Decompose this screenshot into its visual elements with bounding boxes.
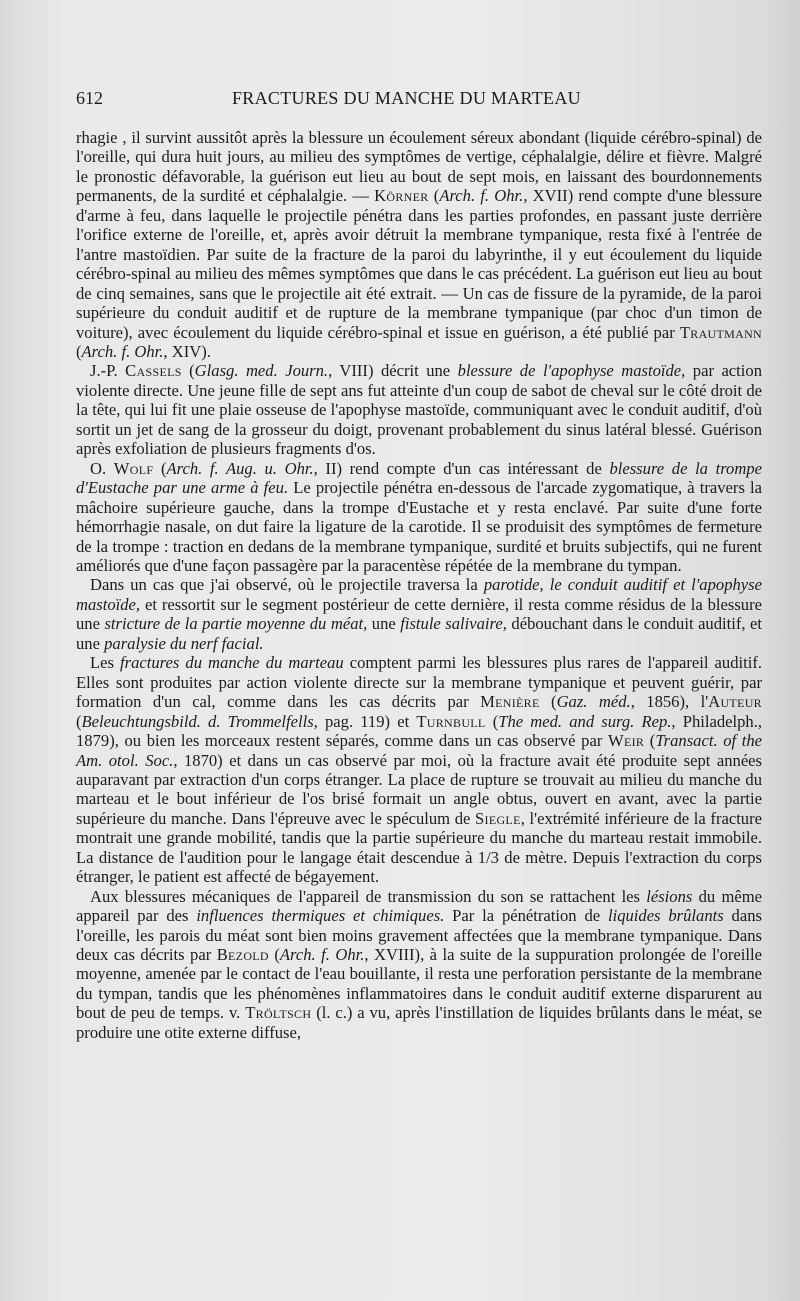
text-run: (l. c.) a vu, après l'instillation de liquides brûlants dans le méat, se produire une otite externe diffuse,	[76, 1003, 763, 1042]
text-run: (	[644, 731, 656, 751]
citation-title: Arch. f. Ohr.	[81, 341, 164, 361]
text-run: J.-P.	[90, 361, 126, 381]
paragraph-4	[76, 575, 762, 653]
author-name: Siegle	[475, 808, 521, 828]
emphasis: paralysie du nerf facial.	[104, 633, 264, 653]
text-run: (	[485, 711, 499, 731]
citation-title: Gaz. méd.	[556, 692, 631, 712]
page-number: 612	[76, 88, 103, 108]
text-run: par action violente directe. Une jeune fille de sept ans fut atteinte d'un coup de sabot de cheval sur le côté droit de la tête, qui lui fit une plaie osseuse de l'apophyse mastoïde, communiquant avec le conduit auditif, d'où sortit un jet de sang de la grosseur du doigt, provenant probablement du sinus latéral blessé. Guérison après exfoliation de plusieurs fragments d'os.	[76, 361, 762, 459]
text-run: (	[76, 341, 82, 361]
emphasis: blessure de la trompe d'Eustache par une arme à feu.	[76, 458, 763, 498]
author-name: Turnbull	[416, 711, 486, 731]
text-run: Par la pénétration de	[444, 906, 608, 926]
page-header	[76, 88, 762, 114]
text-run: , Philadelph., 1879), ou bien les morceaux restent séparés, comme dans un cas observé par	[76, 711, 762, 751]
text-run: débouchant dans le conduit auditif, et une	[76, 614, 763, 653]
text-run: (	[181, 361, 195, 381]
citation-title: Arch. f. Aug. u. Ohr.	[166, 458, 314, 478]
emphasis: fractures du manche du marteau	[120, 653, 344, 673]
text-run: pag. 119) et	[317, 711, 417, 731]
emphasis: influences thermiques et chimiques.	[196, 906, 445, 926]
text-run: , VIII) décrit une	[328, 361, 458, 381]
text-run: O.	[90, 458, 114, 478]
author-name: Tröltsch	[245, 1003, 312, 1023]
author-name: Körner	[374, 186, 429, 206]
emphasis: lésions	[646, 886, 693, 906]
text-run: Aux blessures mécaniques de l'appareil de transmission du son se rattachent les	[90, 886, 647, 906]
paragraph-3	[76, 459, 762, 576]
author-name: Weir	[607, 731, 645, 751]
paragraph-5	[76, 653, 762, 886]
author-name: Wolf	[113, 458, 154, 478]
author-name: Menière	[480, 692, 540, 712]
text-run: (	[428, 186, 440, 206]
text-run: (	[539, 692, 557, 712]
text-run: Le projectile pénétra en-dessous de l'arcade zygomatique, à travers la mâchoire supérieure gauche, dans la trompe d'Eustache et y resta enclavé. Par suite d'une forte hémorrhagie nasale, on dut faire la ligature de la carotide. Il se produisit des symptômes de fermeture de la trompe : traction en dedans de la membrane tympanique, surdité et bruits subjectifs, qui ne furent améliorés que d'une façon passagère par la paracentèse répétée de la membrane du tympan.	[76, 478, 762, 575]
citation-title: The med. and surg. Rep.	[498, 711, 672, 731]
emphasis: liquides brûlants	[607, 906, 724, 926]
paragraph-2	[76, 361, 762, 458]
running-title: FRACTURES DU MANCHE DU MARTEAU	[232, 88, 581, 108]
text-run: (	[153, 458, 167, 478]
author-name: Cassels	[125, 361, 182, 381]
text-run: et ressortit sur le segment postérieur de cette dernière, il resta comme résidus de la blessure une	[76, 594, 762, 634]
citation-title: Arch. f. Ohr.	[439, 186, 524, 206]
text-run: Les	[90, 653, 121, 673]
emphasis: fistule salivaire,	[400, 614, 507, 634]
emphasis: parotide, le conduit auditif et l'apophyse mastoïde,	[76, 575, 762, 614]
citation-title: Transact. of the Am. otol. Soc.	[76, 731, 763, 770]
page-body	[76, 128, 762, 1042]
citation-title: Arch. f. Ohr.	[279, 945, 365, 965]
paragraph-6	[76, 887, 762, 1043]
text-run: , 1870) et dans un cas observé par moi, où la fracture avait été produite sept années auparavant par extraction d'un corps étranger. La place de rupture se trouvait au milieu du manche du marteau et le bout inférieur de l'os brisé formait un angle obtus, ouvert en avant, avec la partie supérieure du manche. Dans l'épreuve avec le spéculum de	[76, 750, 763, 828]
emphasis: stricture de la partie moyenne du méat,	[104, 614, 368, 634]
text-run: une	[367, 614, 401, 634]
author-name: Bezold	[216, 945, 269, 965]
author-name: Auteur	[708, 692, 762, 712]
author-name: Trautmann	[679, 322, 762, 342]
text-run: , XIV).	[163, 341, 211, 361]
text-run: , XVII) rend compte d'une blessure d'arme à feu, dans laquelle le projectile pénétra dans les parties profondes, en passant juste derrière l'orifice externe de l'oreille, et, après avoir détruit la membrane tympanique, resta fixé à l'entrée de l'antre mastoïdien. Par suite de la fracture de la paroi du labyrinthe, il y eut écoulement du liquide cérébro-spinal au milieu des mêmes symptômes que dans le cas précédent. La guérison eut lieu au bout de cinq semaines, sans que le projectile ait été extrait. — Un cas de fissure de la pyramide, de la paroi supérieure du conduit auditif et de rupture de la membrane tympanique (par choc d'un timon de voiture), avec écoulement du liquide cérébro-spinal et issue en guérison, a été publié par	[76, 186, 762, 342]
text-run: , l'extrémité inférieure de la fracture montrait une grande mobilité, tandis que la partie supérieure du manche du marteau restait immobile. La distance de l'audition pour le langage était descendue à 1/3 de mètre. Depuis l'extraction du corps étranger, le patient est affecté de bégayement.	[76, 808, 762, 887]
text-run: Dans un cas que j'ai observé, où le projectile traversa la	[90, 575, 484, 595]
citation-title: Beleuchtungsbild. d. Trommelfells,	[81, 711, 318, 731]
text-run: rhagie , il survint aussitôt après la blessure un écoulement séreux abondant (liquide cérébro-spinal) de l'oreille, qui dura huit jours, au milieu des symptômes de vertige, céphalalgie, délire et fièvre. Malgré le pronostic défavorable, la guérison eut lieu au bout de sept mois, en laissant des bourdonnements permanents, de la surdité et céphalalgie. —	[76, 128, 762, 206]
text-run: , 1856), l'	[630, 692, 709, 712]
emphasis: blessure de l'apophyse mastoïde,	[457, 361, 686, 381]
paragraph-1	[76, 128, 762, 361]
text-run: comptent parmi les blessures plus rares de l'appareil auditif. Elles sont produites par action violente directe sur la membrane tympanique et peuvent guérir, par formation d'un cal, comme dans les cas décrits par	[76, 653, 763, 712]
text-run: du même appareil par des	[76, 886, 762, 926]
text-run: dans l'oreille, les parois du méat sont bien moins gravement affectées que la membrane tympanique. Dans deux cas décrits par	[76, 906, 762, 965]
citation-title: Glasg. med. Journ.	[194, 361, 329, 381]
text-run: , XVIII), à la suite de la suppuration prolongée de l'oreille moyenne, amenée par le contact de l'eau bouillante, il resta une perforation persistante de la membrane du tympan, tandis que les phénomènes inflammatoires dans le conduit auditif externe disparurent au bout de peu de temps. v.	[76, 945, 762, 1023]
text-run: , II) rend compte d'un cas intéressant de	[313, 458, 610, 478]
text-run: (	[268, 945, 280, 965]
text-run: (	[76, 711, 82, 731]
